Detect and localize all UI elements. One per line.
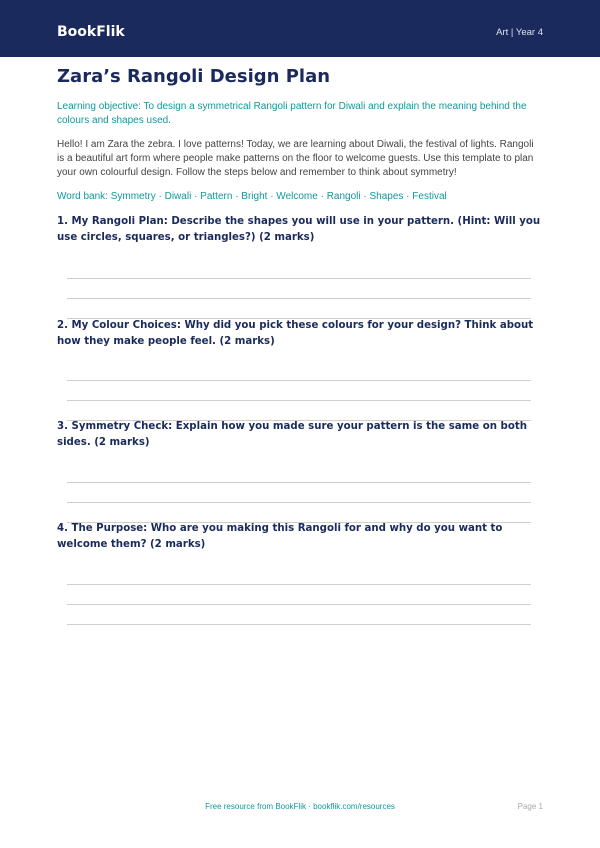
question-2-text: 2. My Colour Choices: Why did you pick these colours for your design? Think about how they make people feel. (2 marks) [57,320,534,347]
learning-objective: Learning objective: To design a symmetrical Rangoli pattern for Diwali and explain the meaning behind the colours and shapes used. [57,101,527,126]
answer-line[interactable] [67,400,531,401]
answer-line[interactable] [67,604,531,605]
question-1-text: 1. My Rangoli Plan: Describe the shapes you will use in your pattern. (Hint: Will you use circles, squares, or triangles?) (2 marks) [57,216,541,243]
subject-year-label: Art | Year 4 [496,27,543,38]
page-title: Zara’s Rangoli Design Plan [57,66,331,87]
question-2 [57,318,543,350]
question-4-text: 4. The Purpose: Who are you making this Rangoli for and why do you want to welcome them? (2 marks) [57,523,503,550]
answer-line[interactable] [67,584,531,585]
intro-paragraph: Hello! I am Zara the zebra. I love patterns! Today, we are learning about Diwali, the festival of lights. Rangoli is a beautiful art form where people make patterns on the floor to welcome guests. Use this template to plan your own colourful design. Follow the steps below and remember to think about symmetry! [57,139,534,178]
answer-line[interactable] [67,502,531,503]
answer-line[interactable] [67,298,531,299]
page-number: Page 1 [517,802,543,811]
answer-line[interactable] [67,278,531,279]
answer-line[interactable] [67,624,531,625]
question-1 [57,214,543,246]
question-4 [57,521,543,553]
word-bank: Word bank: Symmetry · Diwali · Pattern · Bright · Welcome · Rangoli · Shapes · Festival [57,191,447,202]
question-3-text: 3. Symmetry Check: Explain how you made sure your pattern is the same on both sides. (2 marks) [57,421,527,448]
answer-line[interactable] [67,482,531,483]
worksheet-intro [57,66,543,204]
answer-line[interactable] [67,380,531,381]
question-3 [57,419,543,451]
footer-resource-link[interactable]: Free resource from BookFlik · bookflik.com/resources [205,802,395,811]
page-header [0,0,600,57]
brand-logo[interactable]: BookFlik [57,24,125,40]
